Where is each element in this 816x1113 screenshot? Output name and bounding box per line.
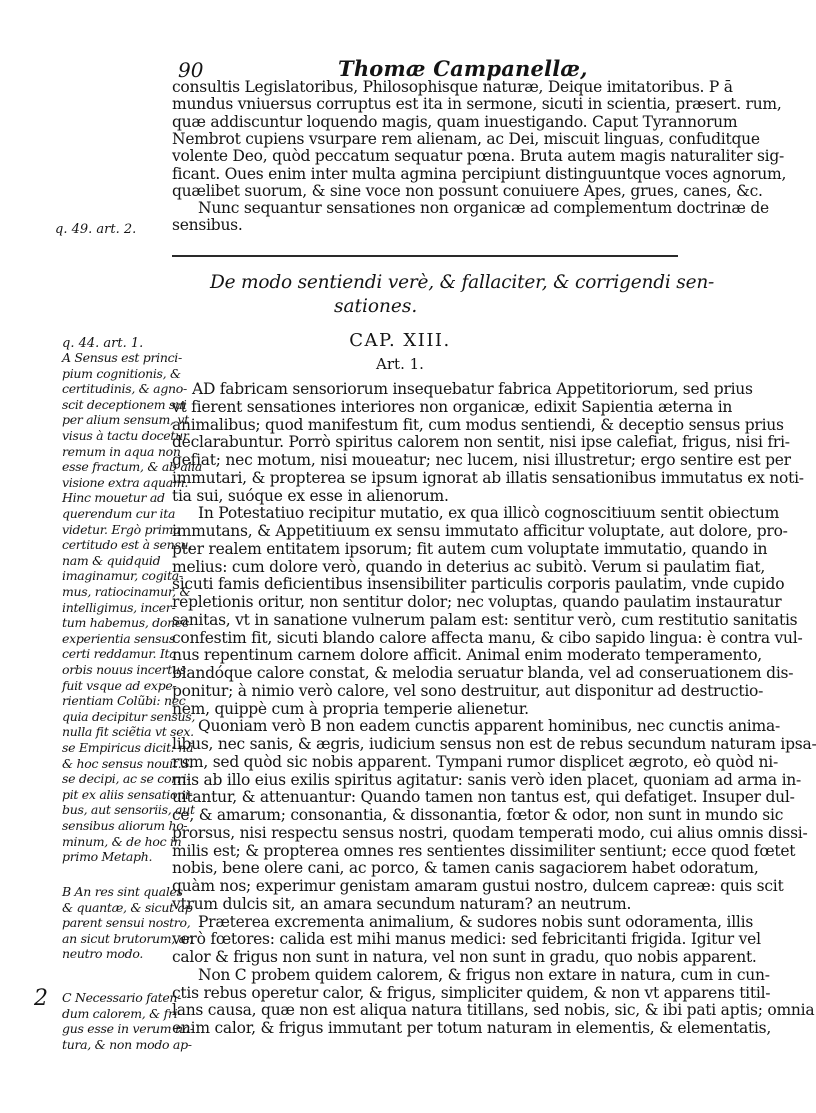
sidenote-a-line: quia decipitur sensus, [62,708,196,724]
sidenote-a-line: fuit vsque ad expe- [62,677,177,693]
article-heading: Art. 1. [376,355,424,373]
sidenote-a-line: certi reddamur. Ita [62,646,177,662]
sidenote-c-line: tura, & non modo ap- [62,1036,192,1052]
sidenote-a-line: Hinc mouetur ad [62,490,165,506]
sidenote-a-line: primo Metaph. [62,849,153,865]
sidenote-a-line: nam & quidquid [62,552,161,568]
sidenote-b-line: & quantæ, & sicut ap [62,899,193,915]
top-paragraph-line: quælibet suorum, & sine voce non possunt conuiuere Apes, grues, canes, &c. [172,181,763,200]
sidenote-a-line: experientia sensus [62,630,176,646]
sidenote-b-line: B An res sint quales [62,884,183,899]
body-line: Non C probem quidem calorem, & frigus non extare in natura, cum in cun- [198,965,770,984]
sidenote-a-line: nulla fit sciẽtia vt sex. [62,724,194,740]
sidenote-a-line: pit ex aliis sensationi- [62,786,193,802]
sidenote-a-line: videtur. Ergò prima [62,521,181,537]
section-title-line-1: De modo sentiendi verè, & fallaciter, & corrigendi sen- [210,272,715,293]
sidenote-a-line: remum in aqua non [62,443,181,459]
section-title-line-2: sationes. [334,296,418,317]
body-line: libus, nec sanis, & ægris, iudicium sensus non est de rebus secundum naturam ipsa- [172,735,816,753]
body-line: immutari, & propterea se ipsum ignorat ab illatis sensationibus immutatus ex noti- [172,468,804,487]
top-paragraph-line: mundus vniuersus corruptus est ita in sermone, sicuti in scientia, præsert. rum, [172,95,782,114]
body-line: rum, sed quòd sic nobis apparent. Tympani rumor displicet ægroto, eò quòd ni- [172,752,778,771]
sidenote-a-line: A Sensus est princi- [62,350,182,365]
body-line: AD fabricam sensoriorum insequebatur fabrica Appetitoriorum, sed prius [192,380,753,398]
sidenote-c-line: dum calorem, & fri- [62,1005,182,1021]
sidenote-a-line: sensibus aliorum ho- [62,818,188,833]
body-line: gefiat; nec motum, nisi moueatur; nec lucem, nisi illustretur; ergo sentire est per [172,451,791,469]
body-line: vt fierent sensationes interiores non organicæ, edixit Sapientia æterna in [172,397,733,416]
sidenote-a-line: & hoc sensus nouit.S. [62,755,193,771]
sidenote-a-line: minum, & de hoc in [62,833,182,849]
body-line: In Potestatiuo recipitur mutatio, ex qua illicò cognoscitiuum sentit obiectum [198,504,780,523]
body-line: Quoniam verò B non eadem cunctis apparent hominibus, nec cunctis anima- [198,717,780,736]
body-line: blandóque calore constat, & melodia seruatur blanda, vel ad conseruationem dis- [172,664,794,682]
sidenote-a-line: se decipi, ac se corri- [62,771,191,787]
body-line: pter realem entitatem ipsorum; fit autem cum voluptate immutatio, quando in [172,539,768,558]
top-paragraph-line: Nunc sequantur sensationes non organicæ ad complementum doctrinæ de [198,199,769,218]
body-line: verò fœtores: calida est mihi manus medici: sed febricitanti frigida. Igitur vel [172,930,761,949]
side-reference: q. 44. art. 1. [62,336,144,351]
body-line: milis est; & propterea omnes res sentientes dissimiliter sentiunt; ecce quod fœtet [172,841,796,860]
sidenote-a-line: orbis nouus incertus [62,662,186,677]
body-line: ponitur; à nimio verò calore, vel sono destruitur, aut disponitur ad destructio- [172,681,764,700]
sidenote-c-mark: 2 [34,986,48,1011]
body-line: melius: cum dolore verò, quando in deterius ac subitò. Verum si paulatim fiat, [172,557,765,576]
top-margin-reference: q. 49. art. 2. [55,222,137,237]
page-number: 90 [178,58,204,82]
body-line: animalibus; quod manifestum fit, cum modus sentiendi, & deceptio sensus prius [172,415,784,434]
sidenote-a-line: imaginamur, cogita- [62,568,183,584]
top-paragraph-line: volente Deo, quòd peccatum sequatur pœna. Bruta autem magis naturaliter sig- [172,147,785,166]
top-paragraph-line: ficant. Oues enim inter multa agmina percipiunt distinguuntque voces agnorum, [172,164,787,183]
top-paragraph-line: consultis Legislatoribus, Philosophisque naturæ, Deique imitatoribus. P ā [172,78,733,96]
sidenote-a-line: certitudo est à sensu, [62,537,192,553]
sidenote-a-line: intelligimus, incer- [62,599,176,615]
body-line: Præterea excrementa animalium, & sudores nobis sunt odoramenta, illis [198,912,754,931]
sidenote-a-line: visus à tactu docetur [62,428,189,443]
sidenote-a-line: bus, aut sensoriis, aut [62,802,195,818]
body-line: sanitas, vt in sanatione vulnerum palam est: sentitur verò, cum restitutio sanitatis [172,610,798,629]
body-line: tia sui, suóque ex esse in alienorum. [172,486,449,505]
body-line: prorsus, nisi respectu sensus nostri, quodam temperati modo, cui alius omnis dissi- [172,823,808,842]
running-title: Thomæ Campanellæ, [338,56,588,81]
body-line: lans causa, quæ non est aliqua natura titillans, sed nobis, sic, & ibi pati aptis; omnia [172,1001,815,1020]
top-paragraph-line: Nembrot cupiens vsurpare rem alienam, ac Dei, miscuit linguas, confuditque [172,129,760,148]
body-line: uitantur, & attenuantur: Quando tamen non tantus est, qui defatiget. Insuper dul- [172,788,795,807]
sidenote-a-line: certitudinis, & agno- [62,381,187,397]
body-line: nus repentinum carnem dolore afficit. Animal enim moderato temperamento, [172,646,762,665]
sidenote-a-line: mus, ratiocinamur, & [62,584,191,599]
sidenote-b-line: parent sensui nostro, [62,915,191,931]
sidenote-b-line: an sicut brutorum, an [62,930,194,946]
sidenote-a-line: se Empiricus dicit: nã [62,740,194,755]
sidenote-a-line: tum habemus, donec [62,615,189,631]
body-line: immutans, & Appetitiuum ex sensu immutato afficitur voluptate, aut dolore, pro- [172,522,788,540]
body-line: repletionis oritur, non sentitur dolor; nec voluptas, quando paulatim instauratur [172,593,782,611]
sidenote-a-line: esse fractum, & ab alia [62,459,203,475]
body-line: nobis, bene olere cani, ac porco, & tamen canis sagaciorem habet odoratum, [172,859,759,878]
sidenote-a-line: per alium sensum, vt [62,412,189,428]
sidenote-a-line: visione extra aquam. [62,474,189,490]
sidenote-a-line: rientiam Colũbi: nec [62,693,186,709]
body-line: nem, quippè cum à propria temperie alienetur. [172,699,529,718]
sidenote-a-line: querendum cur ita [62,506,176,521]
sidenote-a-line: pium cognitionis, & [62,365,181,381]
body-line: ce, & amarum; consonantia, & dissonantia, fœtor & odor, non sunt in mundo sic [172,806,784,824]
body-line: confestim fit, sicuti blando calore affecta manu, & cibo sapido lingua: è contra vul- [172,628,803,647]
sidenote-c-line: C Necessario faten- [62,990,182,1005]
body-line: vtrum dulcis sit, an amara secundum naturam? an neutrum. [172,894,632,913]
body-line: sicuti famis deficientibus insensibiliter particulis corporis paulatim, vnde cupido [172,575,785,594]
sidenote-c-line: gus esse in verum na- [62,1021,194,1037]
body-line: quàm nos; experimur genistam amaram gustui nostro, dulcem capreæ: quis scit [172,877,784,895]
body-line: ctis rebus operetur calor, & frigus, simpliciter quidem, & non vt apparens titil- [172,983,771,1002]
sidenote-a-line: scit deceptionem sui [62,396,187,412]
body-line: declarabuntur. Porrò spiritus calorem non sentit, nisi ipse calefiat, frigus, nisi fri- [172,433,790,452]
chapter-heading: CAP. XIII. [349,330,451,351]
body-line: mis ab illo eius exilis spiritus agitatur: sanis verò iden placet, quoniam ad arma in- [172,770,802,789]
sidenote-b-line: neutro modo. [62,946,144,962]
body-line: enim calor, & frigus immutant per totum naturam in elementis, & elementatis, [172,1019,772,1037]
section-divider [172,255,678,257]
top-paragraph-line: sensibus. [172,216,243,235]
top-paragraph-line: quæ addiscuntur loquendo magis, quam inuestigando. Caput Tyrannorum [172,112,738,131]
body-line: calor & frigus non sunt in natura, vel non sunt in gradu, quo nobis apparent. [172,948,757,966]
